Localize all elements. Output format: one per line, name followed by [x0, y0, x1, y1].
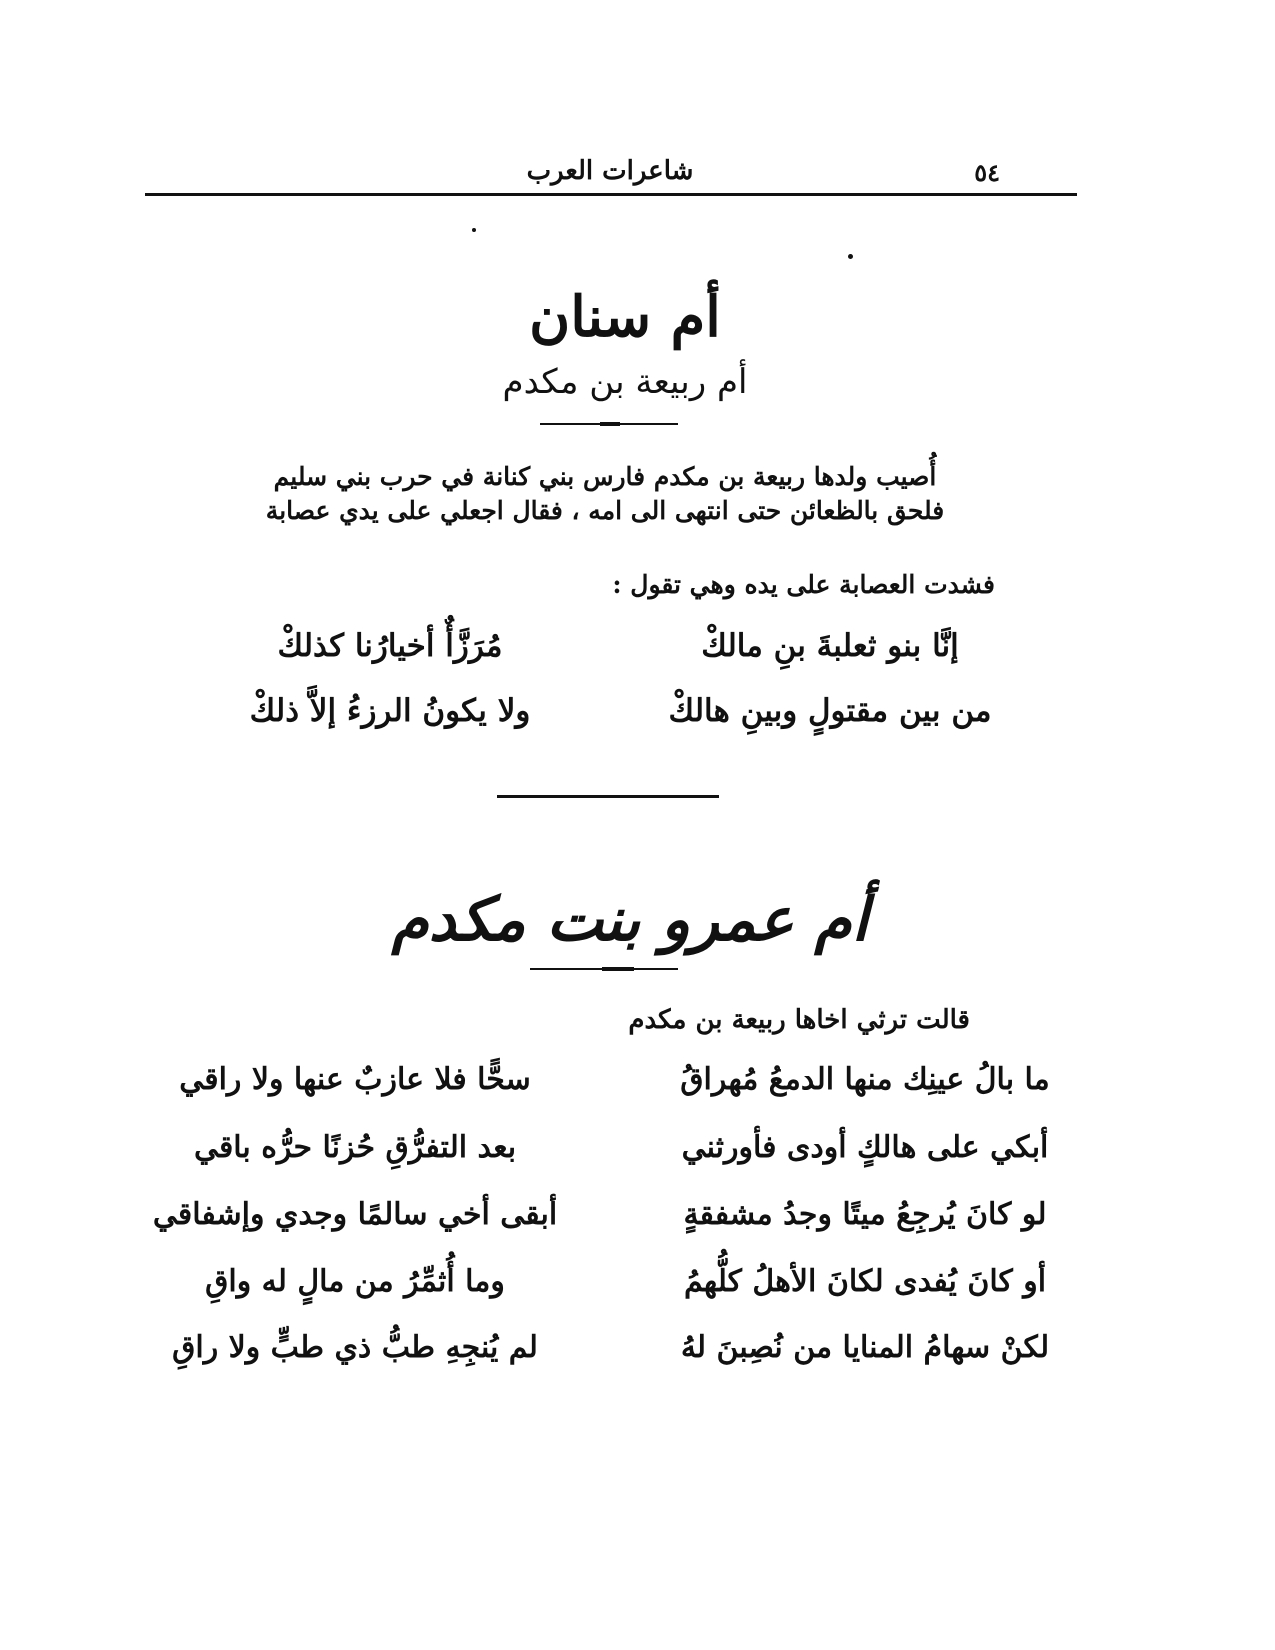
intro-line: فلحق بالظعائن حتى انتهى الى امه ، فقال اجعلي على يدي عصابة — [265, 496, 945, 525]
section-title: أم سنان — [529, 284, 721, 350]
verse-row — [200, 693, 1020, 743]
hemistich-left: مُرَزَّأٌ أخيارُنا كذلكْ — [277, 628, 503, 664]
hemistich-left: سحًّا فلا عازبٌ عنها ولا راقي — [179, 1062, 531, 1097]
ink-speck — [848, 254, 853, 259]
ornament-rule — [600, 422, 620, 426]
section-divider — [497, 795, 719, 798]
intro-paragraph — [215, 568, 995, 602]
hemistich-right: أبكي على هالكٍ أودى فأورثني — [681, 1130, 1049, 1165]
ink-speck — [472, 228, 476, 232]
hemistich-right: ما بالُ عينِك منها الدمعُ مُهراقُ — [680, 1062, 1050, 1097]
section-title: أم عمرو بنت مكدم — [391, 885, 869, 955]
intro-paragraph — [215, 460, 995, 528]
verse-row — [130, 1264, 1090, 1314]
intro-line: أُصيب ولدها ربيعة بن مكدم فارس بني كنانة في حرب بني سليم — [273, 462, 937, 491]
verse-row — [130, 1330, 1090, 1380]
verse-row — [130, 1130, 1090, 1180]
book-title: شاعرات العرب — [526, 156, 694, 186]
hemistich-right: لو كانَ يُرجِعُ ميتًا وجدُ مشفقةٍ — [683, 1197, 1047, 1232]
hemistich-right: لكنْ سهامُ المنايا من نُصِبنَ لهُ — [680, 1330, 1050, 1365]
poem-intro: قالت ترثي اخاها ربيعة بن مكدم — [628, 1005, 970, 1035]
hemistich-left: لم يُنجِهِ طبُّ ذي طبٍّ ولا راقِ — [172, 1330, 538, 1365]
page-number: ٥٤ — [974, 158, 1000, 187]
section-subtitle: أم ربيعة بن مكدم — [502, 362, 748, 402]
hemistich-left: أبقى أخي سالمًا وجدي وإشفاقي — [152, 1197, 558, 1232]
hemistich-left: بعد التفرُّقِ حُزنًا حرُّه باقي — [193, 1130, 517, 1165]
verse-row — [130, 1197, 1090, 1247]
hemistich-right: من بين مقتولٍ وبينِ هالكْ — [668, 693, 992, 729]
hemistich-right: إنَّا بنو ثعلبةَ بنِ مالكْ — [701, 628, 959, 664]
ornament-rule — [602, 967, 634, 971]
verse-row — [200, 628, 1020, 678]
hemistich-left: ولا يكونُ الرزءُ إلاَّ ذلكْ — [249, 693, 531, 729]
running-header — [145, 152, 1075, 192]
hemistich-left: وما أُثمِّرُ من مالٍ له واقِ — [205, 1264, 505, 1299]
hemistich-right: أو كانَ يُفدى لكانَ الأهلُ كلُّهمُ — [683, 1264, 1047, 1299]
verse-row — [130, 1062, 1090, 1112]
header-rule — [145, 193, 1077, 196]
intro-line: فشدت العصابة على يده وهي تقول : — [612, 570, 995, 599]
